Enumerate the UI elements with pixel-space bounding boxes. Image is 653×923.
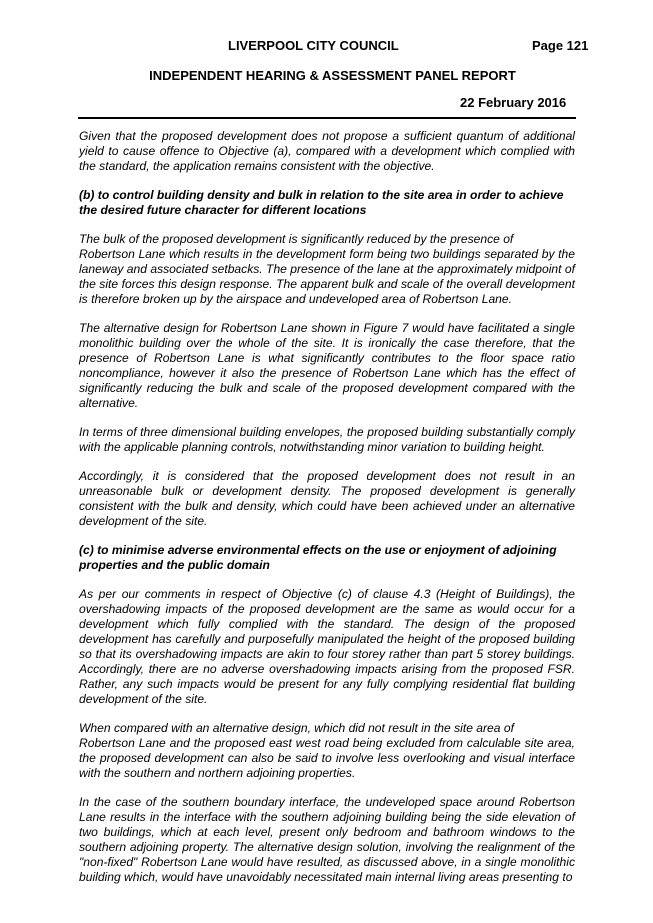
report-date: 22 February 2016 [460, 95, 567, 110]
council-name: LIVERPOOL CITY COUNCIL [228, 38, 399, 53]
heading-objective-c-line1: (c) to minimise adverse environmental effects on the use or enjoyment of adjoining [79, 543, 557, 557]
paragraph-objective-a-conclusion: Given that the proposed development does not propose a sufficient quantum of additional yield to cause offence to Objective (a), compared with a development which complied with the standard, the application remains consistent with the objective. [79, 129, 575, 173]
heading-objective-b [79, 188, 575, 218]
heading-objective-b-line2: the desired future character for different locations [79, 203, 367, 217]
report-title: INDEPENDENT HEARING & ASSESSMENT PANEL REPORT [149, 68, 516, 83]
heading-objective-c [79, 543, 575, 573]
paragraph-overlooking-rest: Robertson Lane and the proposed east west road being excluded from calculable site area, the proposed development can also be said to involve less overlooking and visual interface with the southern and northern adjoining properties. [79, 736, 575, 780]
paragraph-density-conclusion: Accordingly, it is considered that the proposed development does not result in an unreasonable bulk or development density. The proposed development is generally consistent with the bulk and density, which could have been achieved under an alternative development of the site. [79, 469, 575, 528]
paragraph-southern-boundary: In the case of the southern boundary interface, the undeveloped space around Robertson Lane results in the interface with the southern adjoining building being the side elevation of two buildings, which at each level, present only bedroom and bathroom windows to the southern adjoining property. The alternative design solution, involving the realignment of the "non-fixed" Robertson Lane would have resulted, as discussed above, in a single monolithic building which, would have unavoidably necessitated main internal living areas presenting to [79, 795, 575, 884]
heading-objective-c-line2: properties and the public domain [79, 558, 270, 572]
paragraph-overshadowing: As per our comments in respect of Objective (c) of clause 4.3 (Height of Buildings), the overshadowing impacts of the proposed development are the same as would occur for a development which fully complied with the standard. The design of the proposed development has carefully and purposefully manipulated the height of the proposed building so that its overshadowing impacts are akin to four storey rather than part 5 storey buildings. Accordingly, there are no adverse overshadowing impacts arising from the proposed FSR. Rather, any such impacts would be present for any fully complying residential flat building development of the site. [79, 587, 575, 706]
paragraph-bulk-reduction-line1: The bulk of the proposed development is significantly reduced by the presence of [79, 232, 514, 246]
paragraph-bulk-reduction-rest: Robertson Lane which results in the development form being two buildings separated by the laneway and associated setbacks. The presence of the lane at the approximately midpoint of the site forces this design response. The apparent bulk and scale of the overall development is therefore broken up by the airspace and undeveloped area of Robertson Lane. [79, 247, 575, 306]
header-divider [78, 117, 576, 119]
paragraph-bulk-reduction [79, 232, 575, 307]
paragraph-overlooking [79, 721, 575, 781]
report-body [79, 129, 575, 899]
paragraph-overlooking-line1: When compared with an alternative design, which did not result in the site area of [79, 721, 514, 735]
paragraph-building-envelopes: In terms of three dimensional building envelopes, the proposed building substantially comply with the applicable planning controls, notwithstanding minor variation to building height. [79, 425, 575, 454]
heading-objective-b-line1: (b) to control building density and bulk in relation to the site area in order to achieve [79, 188, 564, 202]
paragraph-alternative-design: The alternative design for Robertson Lane shown in Figure 7 would have facilitated a single monolithic building over the whole of the site. It is ironically the case therefore, that the presence of Robertson Lane is what significantly contributes to the floor space ratio noncompliance, however it also the presence of Robertson Lane which has the effect of significantly reducing the bulk and scale of the proposed development compared with the alternative. [79, 321, 575, 410]
page-number: Page 121 [532, 38, 589, 53]
